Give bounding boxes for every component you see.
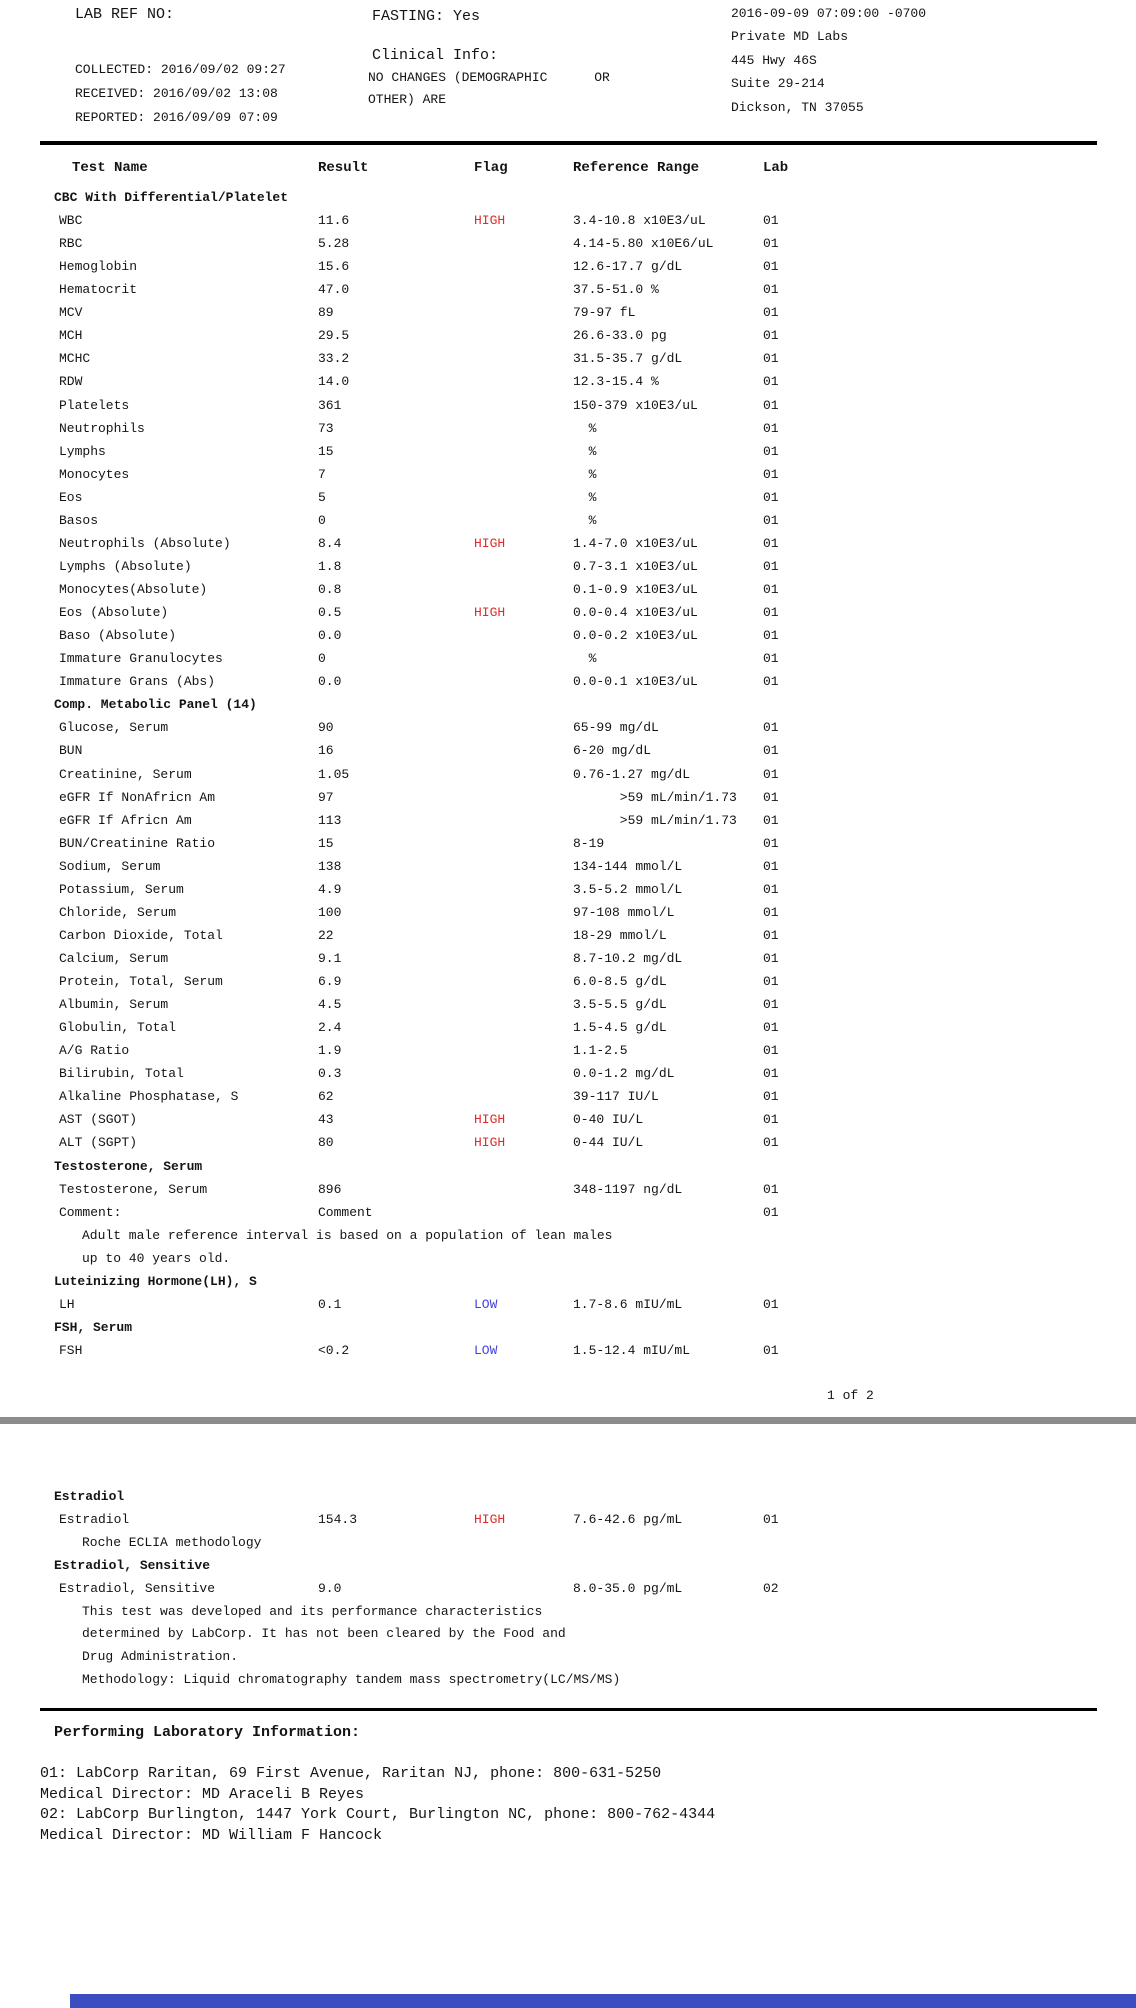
test-row	[40, 720, 1110, 743]
performing-lab-heading: Performing Laboratory Information:	[54, 1724, 361, 1741]
reference-range-cell: 0.1-0.9 x10E3/uL	[573, 582, 698, 598]
lab-cell: 01	[763, 397, 779, 413]
reference-range-cell: 1.5-4.5 g/dL	[573, 1020, 667, 1036]
lab-cell: 01	[763, 720, 779, 736]
reference-range-cell: 97-108 mmol/L	[573, 904, 675, 920]
test-name-cell: A/G Ratio	[59, 1043, 130, 1059]
test-row	[40, 490, 1110, 513]
clinical-info-text: NO CHANGES (DEMOGRAPHIC OR	[368, 70, 610, 85]
test-name-cell: Eos (Absolute)	[59, 605, 169, 621]
test-row	[40, 351, 1110, 374]
reported-date: REPORTED: 2016/09/09 07:09	[75, 110, 278, 125]
note-row	[40, 1649, 1110, 1672]
test-name-cell: MCHC	[59, 351, 91, 367]
column-header-result: Result	[318, 160, 369, 176]
reference-range-cell: 65-99 mg/dL	[573, 720, 659, 736]
reference-range-cell: >59 mL/min/1.73	[573, 789, 737, 805]
facility-address-line: Suite 29-214	[731, 76, 825, 91]
test-name-cell: Eos	[59, 489, 83, 505]
result-cell: 1.05	[318, 766, 350, 782]
result-cell: 0	[318, 651, 326, 667]
page-indicator: 1 of 2	[827, 1388, 874, 1403]
result-cell: 9.1	[318, 950, 342, 966]
result-cell: 0.5	[318, 605, 342, 621]
test-row	[40, 536, 1110, 559]
test-row	[40, 1512, 1110, 1535]
lab-cell: 01	[763, 305, 779, 321]
reference-range-cell: 0.0-0.1 x10E3/uL	[573, 674, 698, 690]
reference-range-cell: >59 mL/min/1.73	[573, 812, 737, 828]
result-cell: 15	[318, 835, 334, 851]
reference-range-cell: %	[573, 420, 597, 436]
section-header-row	[40, 1159, 1110, 1182]
test-name-cell: WBC	[59, 213, 83, 229]
test-name-cell: Basos	[59, 512, 99, 528]
result-cell: 896	[318, 1181, 342, 1197]
note-row	[40, 1535, 1110, 1558]
lab-cell: 01	[763, 881, 779, 897]
result-cell: 6.9	[318, 974, 342, 990]
test-row	[40, 743, 1110, 766]
reference-range-cell: 0.0-0.2 x10E3/uL	[573, 628, 698, 644]
result-cell: 15.6	[318, 259, 350, 275]
lab-cell: 01	[763, 1296, 779, 1312]
section-header-row	[40, 697, 1110, 720]
test-name-cell: ALT (SGPT)	[59, 1135, 138, 1151]
test-name-cell: Protein, Total, Serum	[59, 974, 223, 990]
result-cell: 62	[318, 1089, 334, 1105]
lab-cell: 01	[763, 328, 779, 344]
reference-range-cell: 26.6-33.0 pg	[573, 328, 667, 344]
clinical-info-label: Clinical Info:	[372, 47, 499, 64]
facility-address-line: Dickson, TN 37055	[731, 100, 864, 115]
result-cell: 73	[318, 420, 334, 436]
lab-cell: 01	[763, 259, 779, 275]
reference-range-cell: 31.5-35.7 g/dL	[573, 351, 683, 367]
test-name-cell: Monocytes	[59, 466, 130, 482]
result-cell: Comment	[318, 1204, 373, 1220]
result-cell: 16	[318, 743, 334, 759]
lab-cell: 01	[763, 766, 779, 782]
lab-cell: 01	[763, 904, 779, 920]
result-cell: 154.3	[318, 1511, 358, 1527]
test-name-cell: FSH	[59, 1343, 83, 1358]
flag-cell: LOW	[474, 1296, 498, 1312]
flag-cell: HIGH	[474, 1135, 506, 1151]
reference-range-cell: 134-144 mmol/L	[573, 858, 683, 874]
report-datetime: 2016-09-09 07:09:00 -0700	[731, 6, 927, 21]
test-row	[40, 513, 1110, 536]
note-row	[40, 1626, 1110, 1649]
result-cell: 0.1	[318, 1296, 342, 1312]
reference-range-cell: %	[573, 651, 597, 667]
lab-cell: 01	[763, 858, 779, 874]
section-header-row	[40, 1489, 1110, 1512]
performing-lab-line: Medical Director: MD William F Hancock	[40, 1827, 383, 1844]
test-row	[40, 882, 1110, 905]
test-name-cell: Neutrophils	[59, 420, 145, 436]
result-cell: 80	[318, 1135, 334, 1151]
lab-cell: 01	[763, 1066, 779, 1082]
clinical-info-text: OTHER) ARE	[368, 92, 447, 107]
flag-cell: HIGH	[474, 1511, 506, 1527]
result-cell: 9.0	[318, 1580, 342, 1596]
test-name-cell: Creatinine, Serum	[59, 766, 192, 782]
fasting-status: FASTING: Yes	[372, 8, 481, 25]
lab-cell: 01	[763, 1135, 779, 1151]
note-text: Drug Administration.	[82, 1649, 239, 1665]
header-rule	[40, 141, 1097, 145]
test-name-cell: Immature Granulocytes	[59, 651, 223, 667]
received-date: RECEIVED: 2016/09/02 13:08	[75, 86, 278, 101]
lab-cell: 01	[763, 927, 779, 943]
test-name-cell: RDW	[59, 374, 83, 390]
reference-range-cell: %	[573, 489, 597, 505]
note-row	[40, 1672, 1110, 1695]
note-text: Methodology: Liquid chromatography tandem mass spectrometry(LC/MS/MS)	[82, 1672, 621, 1688]
test-row	[40, 974, 1110, 997]
section-title: FSH, Serum	[54, 1319, 133, 1335]
result-cell: 7	[318, 466, 326, 482]
reference-range-cell: 3.4-10.8 x10E3/uL	[573, 213, 706, 229]
reference-range-cell: 1.5-12.4 mIU/mL	[573, 1343, 691, 1358]
reference-range-cell: 12.3-15.4 %	[573, 374, 659, 390]
reference-range-cell: 0-40 IU/L	[573, 1112, 644, 1128]
lab-cell: 01	[763, 466, 779, 482]
lab-cell: 01	[763, 605, 779, 621]
performing-lab-line: Medical Director: MD Araceli B Reyes	[40, 1786, 365, 1803]
test-name-cell: AST (SGOT)	[59, 1112, 138, 1128]
lab-cell: 01	[763, 743, 779, 759]
reference-range-cell: 3.5-5.2 mmol/L	[573, 881, 683, 897]
test-name-cell: Estradiol, Sensitive	[59, 1580, 216, 1596]
reference-range-cell: 0.0-0.4 x10E3/uL	[573, 605, 698, 621]
result-cell: 0.3	[318, 1066, 342, 1082]
test-row	[40, 328, 1110, 351]
lab-cell: 01	[763, 997, 779, 1013]
test-name-cell: Sodium, Serum	[59, 858, 161, 874]
test-row	[40, 1182, 1110, 1205]
reference-range-cell: 12.6-17.7 g/dL	[573, 259, 683, 275]
lab-cell: 01	[763, 1089, 779, 1105]
reference-range-cell: %	[573, 443, 597, 459]
reference-range-cell: 37.5-51.0 %	[573, 282, 659, 298]
lab-cell: 01	[763, 1511, 779, 1527]
reference-range-cell: 0.0-1.2 mg/dL	[573, 1066, 675, 1082]
result-cell: 8.4	[318, 535, 342, 551]
test-name-cell: Estradiol	[59, 1511, 130, 1527]
test-row	[40, 559, 1110, 582]
note-row	[40, 1251, 1110, 1274]
lab-cell: 01	[763, 213, 779, 229]
lab-cell: 02	[763, 1580, 779, 1596]
lab-cell: 01	[763, 351, 779, 367]
flag-cell: HIGH	[474, 535, 506, 551]
result-cell: <0.2	[318, 1343, 350, 1358]
note-text: determined by LabCorp. It has not been cleared by the Food and	[82, 1626, 566, 1642]
page-separator-bar	[0, 1417, 1136, 1424]
collected-date: COLLECTED: 2016/09/02 09:27	[75, 62, 286, 77]
result-cell: 0.0	[318, 674, 342, 690]
section-title: CBC With Differential/Platelet	[54, 190, 289, 205]
result-cell: 0	[318, 512, 326, 528]
test-row	[40, 236, 1110, 259]
lab-cell: 01	[763, 535, 779, 551]
note-text: Adult male reference interval is based on a population of lean males	[82, 1227, 613, 1243]
test-name-cell: MCH	[59, 328, 83, 344]
test-name-cell: Testosterone, Serum	[59, 1181, 208, 1197]
test-name-cell: eGFR If Africn Am	[59, 812, 192, 828]
reference-range-cell: 8.7-10.2 mg/dL	[573, 950, 683, 966]
result-cell: 0.8	[318, 582, 342, 598]
test-row	[40, 305, 1110, 328]
test-row	[40, 1066, 1110, 1089]
lab-cell: 01	[763, 236, 779, 252]
flag-cell: HIGH	[474, 213, 506, 229]
result-cell: 47.0	[318, 282, 350, 298]
lab-cell: 01	[763, 651, 779, 667]
reference-range-cell: 348-1197 ng/dL	[573, 1181, 683, 1197]
test-row	[40, 213, 1110, 236]
section-header-row	[40, 1274, 1110, 1297]
test-row	[40, 859, 1110, 882]
section-title: Estradiol, Sensitive	[54, 1557, 211, 1573]
column-header-test-name: Test Name	[72, 160, 148, 176]
lab-cell: 01	[763, 582, 779, 598]
test-row	[40, 259, 1110, 282]
reference-range-cell: 7.6-42.6 pg/mL	[573, 1511, 683, 1527]
reference-range-cell: %	[573, 512, 597, 528]
test-name-cell: Glucose, Serum	[59, 720, 169, 736]
flag-cell: HIGH	[474, 1112, 506, 1128]
test-row	[40, 282, 1110, 305]
test-row	[40, 674, 1110, 697]
test-name-cell: Baso (Absolute)	[59, 628, 177, 644]
reference-range-cell: 150-379 x10E3/uL	[573, 397, 698, 413]
test-name-cell: LH	[59, 1296, 75, 1312]
test-name-cell: Bilirubin, Total	[59, 1066, 184, 1082]
test-row	[40, 1135, 1110, 1158]
result-cell: 11.6	[318, 213, 350, 229]
section-title: Luteinizing Hormone(LH), S	[54, 1273, 257, 1289]
test-row	[40, 997, 1110, 1020]
test-name-cell: Lymphs (Absolute)	[59, 558, 192, 574]
test-row	[40, 374, 1110, 397]
section-title: Estradiol	[54, 1489, 125, 1504]
bottom-page-edge-bar	[70, 1994, 1136, 2008]
lab-cell: 01	[763, 674, 779, 690]
test-name-cell: eGFR If NonAfricn Am	[59, 789, 216, 805]
test-name-cell: Albumin, Serum	[59, 997, 169, 1013]
facility-name: Private MD Labs	[731, 29, 849, 44]
footer-rule	[40, 1708, 1097, 1711]
result-cell: 5.28	[318, 236, 350, 252]
lab-cell: 01	[763, 812, 779, 828]
test-name-cell: Hemoglobin	[59, 259, 138, 275]
result-cell: 89	[318, 305, 334, 321]
test-row	[40, 1089, 1110, 1112]
lab-cell: 01	[763, 628, 779, 644]
test-name-cell: Comment:	[59, 1204, 122, 1220]
test-name-cell: Carbon Dioxide, Total	[59, 927, 223, 943]
lab-cell: 01	[763, 835, 779, 851]
test-row	[40, 905, 1110, 928]
flag-cell: HIGH	[474, 605, 506, 621]
note-text: Roche ECLIA methodology	[82, 1534, 262, 1550]
test-row	[40, 767, 1110, 790]
test-name-cell: RBC	[59, 236, 83, 252]
lab-cell: 01	[763, 1343, 779, 1358]
flag-cell: LOW	[474, 1343, 498, 1358]
test-name-cell: Platelets	[59, 397, 130, 413]
test-row	[40, 1343, 1110, 1366]
test-name-cell: Lymphs	[59, 443, 106, 459]
section-title: Testosterone, Serum	[54, 1158, 203, 1174]
result-cell: 43	[318, 1112, 334, 1128]
result-cell: 138	[318, 858, 342, 874]
section-header-row	[40, 1320, 1110, 1343]
reference-range-cell: 6-20 mg/dL	[573, 743, 652, 759]
column-header-flag: Flag	[474, 160, 508, 176]
test-row	[40, 467, 1110, 490]
lab-cell: 01	[763, 558, 779, 574]
reference-range-cell: 4.14-5.80 x10E6/uL	[573, 236, 714, 252]
reference-range-cell: 8.0-35.0 pg/mL	[573, 1580, 683, 1596]
test-row	[40, 421, 1110, 444]
result-cell: 361	[318, 397, 342, 413]
column-header-reference-range: Reference Range	[573, 160, 700, 176]
test-row	[40, 1581, 1110, 1604]
test-name-cell: Calcium, Serum	[59, 950, 169, 966]
result-cell: 1.9	[318, 1043, 342, 1059]
performing-lab-line: 01: LabCorp Raritan, 69 First Avenue, Raritan NJ, phone: 800-631-5250	[40, 1765, 662, 1782]
reference-range-cell: 1.4-7.0 x10E3/uL	[573, 535, 698, 551]
result-cell: 14.0	[318, 374, 350, 390]
test-name-cell: Neutrophils (Absolute)	[59, 535, 231, 551]
test-row	[40, 582, 1110, 605]
result-cell: 1.8	[318, 558, 342, 574]
test-row	[40, 628, 1110, 651]
test-row	[40, 836, 1110, 859]
section-title: Comp. Metabolic Panel (14)	[54, 697, 257, 713]
lab-cell: 01	[763, 489, 779, 505]
result-cell: 90	[318, 720, 334, 736]
test-name-cell: Hematocrit	[59, 282, 138, 298]
lab-cell: 01	[763, 512, 779, 528]
test-name-cell: Alkaline Phosphatase, S	[59, 1089, 239, 1105]
test-name-cell: Chloride, Serum	[59, 904, 177, 920]
performing-lab-line: 02: LabCorp Burlington, 1447 York Court, Burlington NC, phone: 800-762-4344	[40, 1806, 716, 1823]
section-header-row	[40, 1558, 1110, 1581]
test-name-cell: Monocytes(Absolute)	[59, 582, 208, 598]
test-name-cell: BUN	[59, 743, 83, 759]
test-row	[40, 928, 1110, 951]
test-row	[40, 1205, 1110, 1228]
reference-range-cell: 8-19	[573, 835, 605, 851]
result-cell: 97	[318, 789, 334, 805]
test-row	[40, 651, 1110, 674]
lab-cell: 01	[763, 374, 779, 390]
result-cell: 29.5	[318, 328, 350, 344]
reference-range-cell: 6.0-8.5 g/dL	[573, 974, 667, 990]
lab-cell: 01	[763, 950, 779, 966]
lab-cell: 01	[763, 1112, 779, 1128]
reference-range-cell: 3.5-5.5 g/dL	[573, 997, 667, 1013]
test-row	[40, 1020, 1110, 1043]
test-row	[40, 813, 1110, 836]
facility-address-line: 445 Hwy 46S	[731, 53, 817, 68]
lab-cell: 01	[763, 1020, 779, 1036]
note-row	[40, 1604, 1110, 1627]
reference-range-cell: 0-44 IU/L	[573, 1135, 644, 1151]
result-cell: 4.9	[318, 881, 342, 897]
section-header-row	[40, 190, 1110, 213]
lab-cell: 01	[763, 443, 779, 459]
test-row	[40, 605, 1110, 628]
lab-cell: 01	[763, 1181, 779, 1197]
test-row	[40, 1297, 1110, 1320]
reference-range-cell: 18-29 mmol/L	[573, 927, 667, 943]
note-text: This test was developed and its performance characteristics	[82, 1603, 543, 1619]
lab-ref-no-label: LAB REF NO:	[75, 6, 175, 23]
result-cell: 100	[318, 904, 342, 920]
result-cell: 113	[318, 812, 342, 828]
result-cell: 4.5	[318, 997, 342, 1013]
lab-cell: 01	[763, 789, 779, 805]
reference-range-cell: 79-97 fL	[573, 305, 636, 321]
reference-range-cell: %	[573, 466, 597, 482]
test-name-cell: Potassium, Serum	[59, 881, 184, 897]
test-row	[40, 1112, 1110, 1135]
test-name-cell: Immature Grans (Abs)	[59, 674, 216, 690]
lab-cell: 01	[763, 420, 779, 436]
test-row	[40, 790, 1110, 813]
lab-cell: 01	[763, 974, 779, 990]
test-name-cell: BUN/Creatinine Ratio	[59, 835, 216, 851]
test-name-cell: Globulin, Total	[59, 1020, 177, 1036]
reference-range-cell: 1.7-8.6 mIU/mL	[573, 1296, 683, 1312]
result-cell: 15	[318, 443, 334, 459]
result-cell: 2.4	[318, 1020, 342, 1036]
result-cell: 0.0	[318, 628, 342, 644]
result-cell: 22	[318, 927, 334, 943]
note-text: up to 40 years old.	[82, 1250, 231, 1266]
result-cell: 5	[318, 489, 326, 505]
test-row	[40, 444, 1110, 467]
test-row	[40, 951, 1110, 974]
note-row	[40, 1228, 1110, 1251]
reference-range-cell: 1.1-2.5	[573, 1043, 628, 1059]
result-cell: 33.2	[318, 351, 350, 367]
reference-range-cell: 0.76-1.27 mg/dL	[573, 766, 691, 782]
lab-cell: 01	[763, 282, 779, 298]
reference-range-cell: 0.7-3.1 x10E3/uL	[573, 558, 698, 574]
reference-range-cell: 39-117 IU/L	[573, 1089, 659, 1105]
test-row	[40, 1043, 1110, 1066]
test-row	[40, 398, 1110, 421]
test-name-cell: MCV	[59, 305, 83, 321]
lab-cell: 01	[763, 1204, 779, 1220]
column-header-lab: Lab	[763, 160, 789, 176]
lab-cell: 01	[763, 1043, 779, 1059]
